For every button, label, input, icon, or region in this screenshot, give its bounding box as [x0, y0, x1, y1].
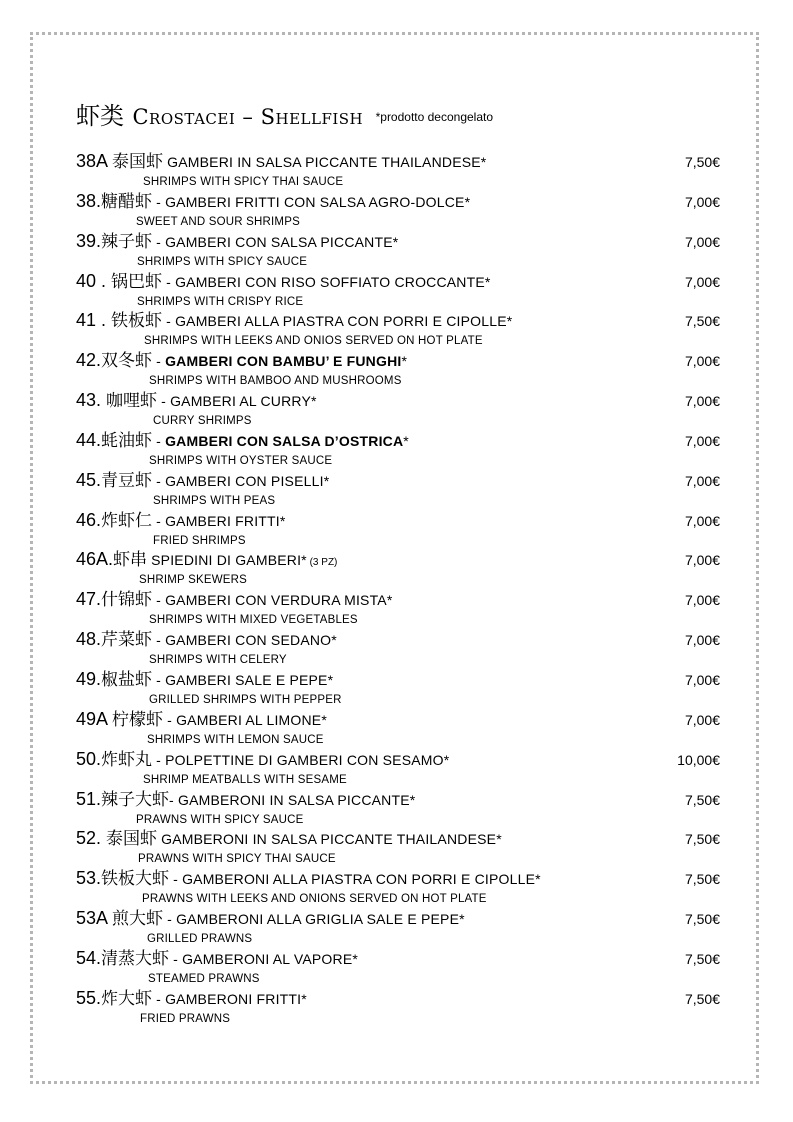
menu-item-title-line	[76, 788, 415, 812]
item-number: 43.	[76, 390, 107, 411]
item-number: 46A.	[76, 549, 114, 570]
menu-item-title-line	[76, 429, 409, 453]
menu-item-title-line	[76, 389, 317, 413]
item-english-name: PRAWNS WITH LEEKS AND ONIONS SERVED ON HOT PLATE	[142, 893, 487, 906]
item-quantity-note: (3 PZ)	[306, 557, 338, 569]
item-chinese-name: 炸虾丸	[101, 749, 153, 770]
menu-item-title-line	[76, 827, 502, 851]
menu-item	[76, 150, 720, 190]
item-price: 7,00€	[684, 711, 720, 728]
item-chinese-name: 辣子大虾	[101, 789, 170, 810]
item-number: 45.	[76, 469, 102, 490]
menu-item	[76, 548, 720, 588]
item-price: 7,00€	[684, 592, 720, 609]
menu-item-title-line	[76, 150, 486, 174]
item-italian-name: - GAMBERI CON RISO SOFFIATO CROCCANTE*	[162, 273, 491, 290]
item-english-name: SHRIMPS WITH SPICY SAUCE	[137, 255, 308, 268]
item-number: 51.	[76, 788, 102, 809]
item-italian-name: GAMBERI IN SALSA PICCANTE THAILANDESE*	[163, 154, 487, 170]
item-number: 53.	[76, 868, 102, 889]
item-english-name: SHRIMPS WITH LEMON SAUCE	[147, 733, 324, 746]
menu-item	[76, 947, 720, 987]
item-price: 7,00€	[684, 671, 720, 688]
section-header	[76, 96, 493, 131]
menu-item	[76, 588, 720, 628]
item-italian-name: - GAMBERI AL CURRY*	[157, 393, 317, 410]
item-chinese-name: 芹菜虾	[101, 630, 153, 651]
item-chinese-name: 糖醋虾	[101, 191, 153, 212]
item-number: 38A	[76, 151, 113, 171]
item-price: 7,00€	[684, 552, 720, 569]
menu-item-title-line	[76, 907, 465, 931]
item-italian-name: - GAMBERI FRITTI*	[152, 512, 286, 529]
item-chinese-name: 锅巴虾	[111, 271, 163, 292]
item-number: 52.	[76, 828, 107, 849]
item-english-name: SWEET AND SOUR SHRIMPS	[136, 215, 300, 228]
item-number: 49.	[76, 668, 102, 689]
menu-item-title-line	[76, 309, 512, 333]
item-english-name: PRAWNS WITH SPICY SAUCE	[136, 813, 304, 826]
section-chinese-title: 虾类	[76, 102, 124, 130]
item-english-name: SHRIMPS WITH BAMBOO AND MUSHROOMS	[149, 375, 402, 388]
menu-item	[76, 190, 720, 230]
menu-item	[76, 668, 720, 708]
item-chinese-name: 虾串	[113, 550, 148, 571]
item-chinese-name: 铁板虾	[111, 311, 163, 332]
item-english-name: SHRIMPS WITH PEAS	[153, 494, 276, 507]
item-price: 7,50€	[684, 313, 720, 330]
item-italian-name: - GAMBERI ALLA PIASTRA CON PORRI E CIPOLLE*	[162, 313, 513, 330]
item-italian-name: - POLPETTINE DI GAMBERI CON SESAMO*	[152, 751, 450, 768]
item-italian-name: - GAMBERI AL LIMONE*	[163, 711, 327, 728]
item-english-name: SHRIMPS WITH CELERY	[149, 654, 287, 667]
item-price: 7,00€	[684, 353, 720, 370]
menu-item	[76, 230, 720, 270]
item-price: 7,00€	[684, 393, 720, 410]
item-italian-name: - GAMBERI CON SEDANO*	[152, 632, 337, 649]
item-chinese-name: 泰国虾	[106, 829, 158, 850]
menu-item	[76, 469, 720, 509]
menu-item	[76, 389, 720, 429]
menu-item	[76, 987, 720, 1027]
item-italian-name: - GAMBERI FRITTI CON SALSA AGRO-DOLCE*	[152, 193, 471, 210]
item-number: 44.	[76, 429, 102, 450]
item-chinese-name: 泰国虾	[112, 152, 164, 172]
item-italian-name-bold: GAMBERI CON SALSA D’OSTRICA	[165, 432, 404, 449]
item-number: 41 .	[76, 310, 112, 331]
item-english-name: GRILLED SHRIMPS WITH PEPPER	[149, 693, 342, 706]
item-italian-name-tail: *	[403, 432, 409, 449]
menu-items-list	[76, 150, 720, 1027]
item-english-name: SHRIMP SKEWERS	[139, 574, 248, 587]
item-price: 7,00€	[684, 472, 720, 489]
menu-item	[76, 270, 720, 310]
menu-item-title-line	[76, 668, 333, 692]
item-number: 46.	[76, 509, 102, 530]
item-english-name: SHRIMPS WITH SPICY THAI SAUCE	[143, 176, 344, 188]
menu-item	[76, 708, 720, 748]
item-number: 53A	[76, 908, 113, 929]
menu-item-title-line	[76, 748, 449, 772]
item-english-name: FRIED PRAWNS	[140, 1012, 231, 1025]
menu-item	[76, 788, 720, 828]
item-number: 40 .	[76, 270, 112, 291]
item-chinese-name: 青豆虾	[101, 470, 153, 491]
item-price: 7,00€	[684, 273, 720, 290]
menu-item-title-line	[76, 548, 337, 574]
item-number: 47.	[76, 589, 102, 610]
item-italian-name: - GAMBERONI AL VAPORE*	[169, 950, 359, 967]
menu-item	[76, 748, 720, 788]
item-english-name: SHRIMPS WITH CRISPY RICE	[137, 295, 304, 308]
menu-item-title-line	[76, 987, 307, 1011]
menu-item-title-line	[76, 230, 398, 254]
item-chinese-name: 煎大虾	[112, 909, 164, 930]
frozen-product-note: *prodotto decongelato	[375, 110, 494, 124]
item-italian-name: - GAMBERONI ALLA GRIGLIA SALE E PEPE*	[163, 911, 465, 928]
item-english-name: GRILLED PRAWNS	[147, 933, 253, 946]
item-english-name: SHRIMPS WITH MIXED VEGETABLES	[149, 614, 358, 627]
menu-item	[76, 628, 720, 668]
item-number: 39.	[76, 230, 102, 251]
menu-item	[76, 429, 720, 469]
item-price: 7,00€	[684, 432, 720, 449]
menu-item-title-line	[76, 947, 358, 971]
menu-item-title-line	[76, 588, 393, 612]
item-price: 7,00€	[684, 512, 720, 529]
item-italian-name: - GAMBERONI IN SALSA PICCANTE*	[169, 791, 416, 808]
item-price: 7,50€	[684, 831, 720, 848]
item-price: 7,50€	[684, 871, 720, 888]
menu-item-title-line	[76, 509, 286, 533]
item-italian-name: -	[152, 432, 166, 449]
item-chinese-name: 铁板大虾	[101, 869, 170, 890]
item-price: 7,00€	[684, 193, 720, 210]
item-chinese-name: 什锦虾	[101, 590, 153, 611]
item-english-name: CURRY SHRIMPS	[153, 415, 252, 428]
menu-item	[76, 867, 720, 907]
item-italian-name: - GAMBERI CON VERDURA MISTA*	[152, 592, 393, 609]
menu-item-title-line	[76, 270, 491, 294]
item-italian-name: - GAMBERONI FRITTI*	[152, 990, 307, 1007]
item-chinese-name: 双冬虾	[101, 351, 153, 372]
item-italian-name: - GAMBERI SALE E PEPE*	[152, 671, 334, 688]
menu-item	[76, 907, 720, 947]
item-number: 49A	[76, 708, 113, 729]
item-chinese-name: 辣子虾	[101, 231, 153, 252]
item-number: 50.	[76, 748, 102, 769]
item-number: 38.	[76, 190, 102, 211]
item-price: 7,50€	[684, 990, 720, 1007]
item-english-name: SHRIMPS WITH OYSTER SAUCE	[149, 454, 333, 467]
item-number: 42.	[76, 350, 102, 371]
menu-item-title-line	[76, 708, 327, 732]
menu-item-title-line	[76, 867, 541, 891]
item-number: 48.	[76, 629, 102, 650]
item-chinese-name: 炸大虾	[101, 988, 153, 1009]
item-english-name: SHRIMP MEATBALLS WITH SESAME	[143, 773, 347, 786]
item-chinese-name: 柠檬虾	[112, 709, 164, 730]
item-price: 7,00€	[684, 632, 720, 649]
item-price: 7,50€	[684, 791, 720, 808]
item-italian-name: - GAMBERI CON SALSA PICCANTE*	[152, 233, 399, 250]
item-english-name: PRAWNS WITH SPICY THAI SAUCE	[138, 853, 336, 866]
menu-item-title-line	[76, 469, 329, 493]
menu-item-title-line	[76, 190, 470, 214]
item-price: 7,50€	[684, 950, 720, 967]
item-price: 7,50€	[684, 154, 720, 170]
item-italian-name: SPIEDINI DI GAMBERI*	[147, 552, 307, 569]
item-price: 10,00€	[677, 751, 720, 768]
item-price: 7,50€	[684, 911, 720, 928]
item-chinese-name: 椒盐虾	[101, 669, 153, 690]
item-english-name: FRIED SHRIMPS	[153, 534, 246, 547]
menu-item-title-line	[76, 628, 337, 652]
menu-item	[76, 309, 720, 349]
item-english-name: STEAMED PRAWNS	[148, 972, 260, 985]
item-price: 7,00€	[684, 233, 720, 250]
menu-item	[76, 349, 720, 389]
item-chinese-name: 咖哩虾	[106, 391, 158, 412]
item-chinese-name: 蚝油虾	[101, 430, 153, 451]
item-italian-name-bold: GAMBERI CON BAMBU’ E FUNGHI	[165, 353, 402, 370]
item-italian-name: -	[152, 353, 166, 370]
item-chinese-name: 清蒸大虾	[101, 948, 170, 969]
item-italian-name: - GAMBERONI ALLA PIASTRA CON PORRI E CIPOLLE*	[169, 871, 541, 888]
item-number: 54.	[76, 947, 102, 968]
item-number: 55.	[76, 987, 102, 1008]
menu-item	[76, 509, 720, 549]
item-italian-name: - GAMBERI CON PISELLI*	[152, 472, 330, 489]
menu-item-title-line	[76, 349, 407, 373]
item-english-name: SHRIMPS WITH LEEKS AND ONIOS SERVED ON HOT PLATE	[144, 335, 483, 348]
section-title: Crostacei – Shellfish	[132, 105, 364, 129]
item-italian-name-tail: *	[401, 353, 408, 370]
item-italian-name: GAMBERONI IN SALSA PICCANTE THAILANDESE*	[157, 831, 502, 848]
menu-item	[76, 827, 720, 867]
item-chinese-name: 炸虾仁	[101, 510, 153, 531]
